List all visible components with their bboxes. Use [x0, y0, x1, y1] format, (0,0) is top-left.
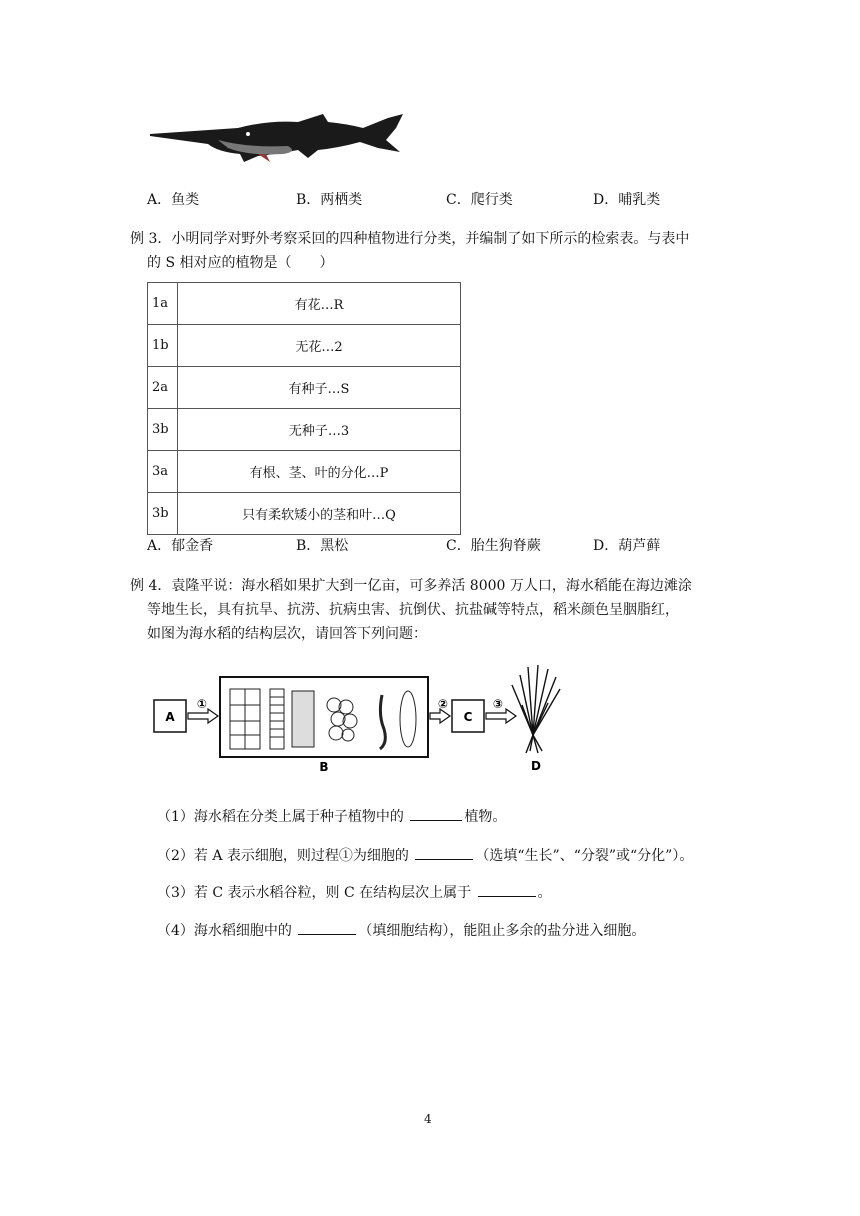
option-d-mammal: D．哺乳类: [593, 192, 661, 208]
table-row: [148, 409, 461, 451]
key-code: 1a: [148, 283, 178, 325]
question-4-suffix: （填细胞结构），能阻止多余的盐分进入细胞。: [358, 923, 646, 939]
option-c-fern: C．胎生狗脊蕨: [446, 538, 541, 554]
answer-blank-2[interactable]: [415, 847, 473, 860]
key-desc: 无种子…3: [178, 409, 461, 451]
arrow-3: [486, 709, 516, 723]
table-row: [148, 451, 461, 493]
table-row: [148, 325, 461, 367]
key-code: 2a: [148, 367, 178, 409]
question-3-prefix: （3）若 C 表示水稻谷粒，则 C 在结构层次上属于: [157, 885, 472, 901]
question-2-suffix: （选填“生长”、“分裂”或“分化”）。: [475, 848, 694, 864]
question-2: [157, 845, 693, 865]
question-2-prefix: （2）若 A 表示细胞，则过程①为细胞的: [157, 848, 409, 864]
option-d-moss: D．葫芦藓: [593, 538, 661, 554]
question-3: [157, 882, 552, 902]
key-desc: 有种子…S: [178, 367, 461, 409]
step1-label: ①: [196, 697, 208, 711]
question-1-prefix: （1）海水稻在分类上属于种子植物中的: [157, 809, 404, 825]
table-row: [148, 493, 461, 535]
key-code: 1b: [148, 325, 178, 367]
option-b-amphibian: B．两栖类: [296, 192, 363, 208]
dichotomous-key-table: [147, 282, 461, 535]
option-b-pine: B．黑松: [296, 538, 349, 554]
arrow-2: [430, 709, 450, 723]
key-desc: 有根、茎、叶的分化…P: [178, 451, 461, 493]
answer-blank-4[interactable]: [298, 922, 356, 935]
key-desc: 无花…2: [178, 325, 461, 367]
question-1: [157, 806, 506, 826]
question-4-prefix: （4）海水稻细胞中的: [157, 923, 292, 939]
question-4: [157, 920, 645, 940]
label-d: D: [531, 759, 541, 773]
key-code: 3b: [148, 409, 178, 451]
step2-label: ②: [437, 697, 449, 711]
key-desc: 有花…R: [178, 283, 461, 325]
rice-plant-icon: [512, 665, 560, 753]
table-row: [148, 283, 461, 325]
key-desc: 只有柔软矮小的茎和叶…Q: [178, 493, 461, 535]
question-3-suffix: 。: [537, 885, 552, 901]
box-c-label: C: [463, 710, 473, 724]
box-b-label: B: [319, 760, 329, 774]
box-a-label: A: [165, 710, 175, 724]
option-a-tulip: A．郁金香: [147, 538, 214, 554]
option-c-reptile: C．爬行类: [446, 192, 513, 208]
example4-line3: 如图为海水稻的结构层次，请回答下列问题：: [147, 626, 427, 642]
example3-line2: 的 S 相对应的植物是（ ）: [147, 255, 334, 271]
option-a-fish: A．鱼类: [147, 192, 200, 208]
arrow-1: [188, 709, 218, 723]
example4-line1: 例 4．袁隆平说：海水稻如果扩大到一亿亩，可多养活 8000 万人口，海水稻能在海边滩涂: [130, 578, 692, 594]
answer-blank-1[interactable]: [410, 808, 462, 821]
key-code: 3b: [148, 493, 178, 535]
paddlefish-image: [148, 110, 408, 165]
example4-line2: 等地生长，具有抗旱、抗涝、抗病虫害、抗倒伏、抗盐碱等特点，稻米颜色呈胭脂红，: [147, 602, 679, 618]
page-number: 4: [424, 1112, 432, 1126]
table-row: [148, 367, 461, 409]
example3-line1: 例 3．小明同学对野外考察采回的四种植物进行分类，并编制了如下所示的检索表。与表中: [130, 231, 690, 247]
question-1-suffix: 植物。: [464, 809, 507, 825]
rice-structure-diagram: [150, 655, 580, 775]
step3-label: ③: [492, 697, 504, 711]
answer-blank-3[interactable]: [478, 884, 536, 897]
key-code: 3a: [148, 451, 178, 493]
